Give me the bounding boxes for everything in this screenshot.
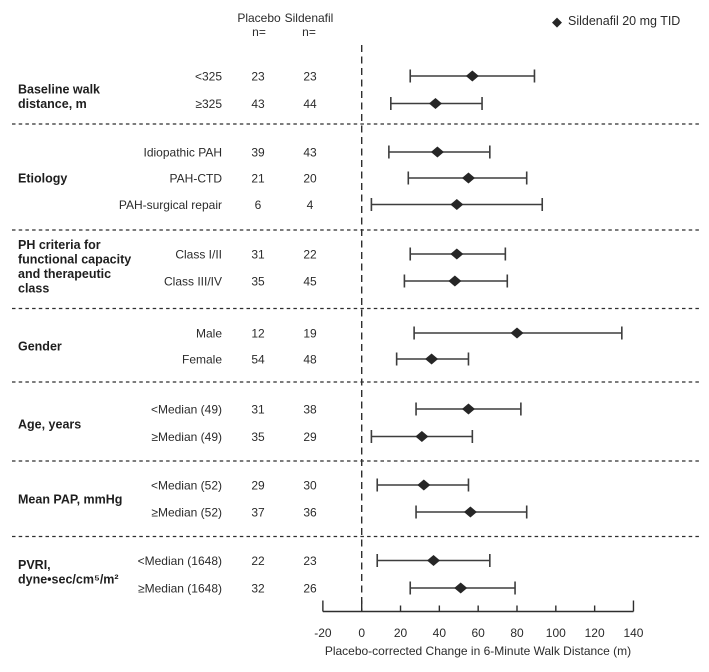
subgroup-label: PAH-surgical repair <box>118 197 222 212</box>
estimate-diamond <box>464 507 477 518</box>
group-label-line: Age, years <box>18 417 82 432</box>
subgroup-label: Idiopathic PAH <box>143 145 222 160</box>
subgroup-label: <Median (52) <box>150 478 222 493</box>
placebo-n-value: 21 <box>251 171 265 186</box>
sildenafil-column-title: Sildenafil <box>284 11 334 25</box>
x-tick-label: 100 <box>545 626 566 640</box>
subgroup-label: <Median (1648) <box>137 553 222 568</box>
estimate-diamond <box>450 199 463 210</box>
estimate-diamond <box>425 354 438 365</box>
x-tick-label: 40 <box>432 626 447 640</box>
estimate-diamond <box>415 431 428 442</box>
legend <box>552 14 680 28</box>
sildenafil-n-value: 48 <box>303 352 317 367</box>
sildenafil-n-value: 44 <box>303 96 317 111</box>
sildenafil-n-value: 4 <box>306 197 314 212</box>
sildenafil-n-value: 19 <box>303 326 317 341</box>
subgroup-label: ≥Median (52) <box>151 505 222 520</box>
sildenafil-n-value: 38 <box>303 402 317 417</box>
placebo-n-value: 23 <box>251 69 265 84</box>
placebo-n-value: 35 <box>251 429 265 444</box>
x-tick-label: 80 <box>510 626 524 640</box>
estimate-diamond <box>462 173 475 184</box>
estimate-diamond <box>429 98 442 109</box>
sildenafil-n-value: 43 <box>303 145 317 160</box>
subgroup-label: ≥325 <box>195 96 222 111</box>
subgroup-label: Female <box>181 352 222 367</box>
sildenafil-n-value: 20 <box>303 171 317 186</box>
x-tick-label: 20 <box>393 626 408 640</box>
placebo-n-value: 31 <box>251 402 265 417</box>
subgroup-label: ≥Median (49) <box>151 429 222 444</box>
sildenafil-column-header <box>279 12 339 39</box>
placebo-column-title: Placebo <box>237 11 281 25</box>
estimate-diamond <box>417 480 430 491</box>
estimate-diamond <box>427 555 440 566</box>
group-label-line: class <box>18 281 50 296</box>
placebo-n-value: 31 <box>251 247 265 262</box>
x-tick-label: 120 <box>584 626 605 640</box>
estimate-diamond <box>510 328 523 339</box>
placebo-n-value: 22 <box>251 553 265 568</box>
placebo-n-value: 54 <box>251 352 265 367</box>
subgroup-label: <Median (49) <box>150 402 222 417</box>
group-label-line: PVRI, <box>18 558 51 573</box>
group-label-line: dyne•sec/cm⁵/m² <box>18 572 119 587</box>
placebo-n-value: 39 <box>251 145 265 160</box>
subgroup-label: ≥Median (1648) <box>138 581 222 596</box>
diamond-marker-icon: ◆ <box>552 13 562 29</box>
sildenafil-n-value: 26 <box>303 581 317 596</box>
estimate-diamond <box>450 249 463 260</box>
sildenafil-n-value: 30 <box>303 478 317 493</box>
x-tick-label: 60 <box>471 626 485 640</box>
estimate-diamond <box>431 147 444 158</box>
group-label-line: PH criteria for <box>18 238 101 253</box>
placebo-n-value: 35 <box>251 274 265 289</box>
sildenafil-n-value: 36 <box>303 505 317 520</box>
sildenafil-n-value: 45 <box>303 274 317 289</box>
x-axis-title: Placebo-corrected Change in 6-Minute Walk Distance (m) <box>324 644 632 658</box>
placebo-n-value: 12 <box>251 326 265 341</box>
group-label-line: and therapeutic <box>18 267 112 282</box>
placebo-n-value: 37 <box>251 505 265 520</box>
subgroup-label: Male <box>195 326 222 341</box>
placebo-n-value: 6 <box>254 197 262 212</box>
sildenafil-n-value: 23 <box>303 69 317 84</box>
sildenafil-n-value: 22 <box>303 247 317 262</box>
x-tick-label: 140 <box>623 626 644 640</box>
group-label-line: Etiology <box>18 171 68 186</box>
group-label-line: distance, m <box>18 97 87 112</box>
placebo-n-value: 32 <box>251 581 265 596</box>
subgroup-label: PAH-CTD <box>169 171 222 186</box>
subgroup-label: Class I/II <box>175 247 222 262</box>
estimate-diamond <box>466 71 479 82</box>
sildenafil-n-value: 29 <box>303 429 317 444</box>
placebo-n-label: n= <box>252 24 266 39</box>
group-label-line: functional capacity <box>18 252 132 267</box>
group-label-line: Mean PAP, mmHg <box>18 492 123 507</box>
group-label-line: Baseline walk <box>18 82 100 97</box>
estimate-diamond <box>462 404 475 415</box>
sildenafil-n-label: n= <box>302 24 316 39</box>
subgroup-label: Class III/IV <box>163 274 222 289</box>
placebo-n-value: 29 <box>251 478 265 493</box>
estimate-diamond <box>448 276 461 287</box>
estimate-diamond <box>454 583 467 594</box>
placebo-n-value: 43 <box>251 96 265 111</box>
legend-label: Sildenafil 20 mg TID <box>568 14 681 28</box>
x-tick-label: 0 <box>358 626 366 640</box>
x-tick-label: -20 <box>314 626 332 640</box>
group-label-line: Gender <box>18 339 62 354</box>
sildenafil-n-value: 23 <box>303 553 317 568</box>
subgroup-label: <325 <box>194 69 222 84</box>
